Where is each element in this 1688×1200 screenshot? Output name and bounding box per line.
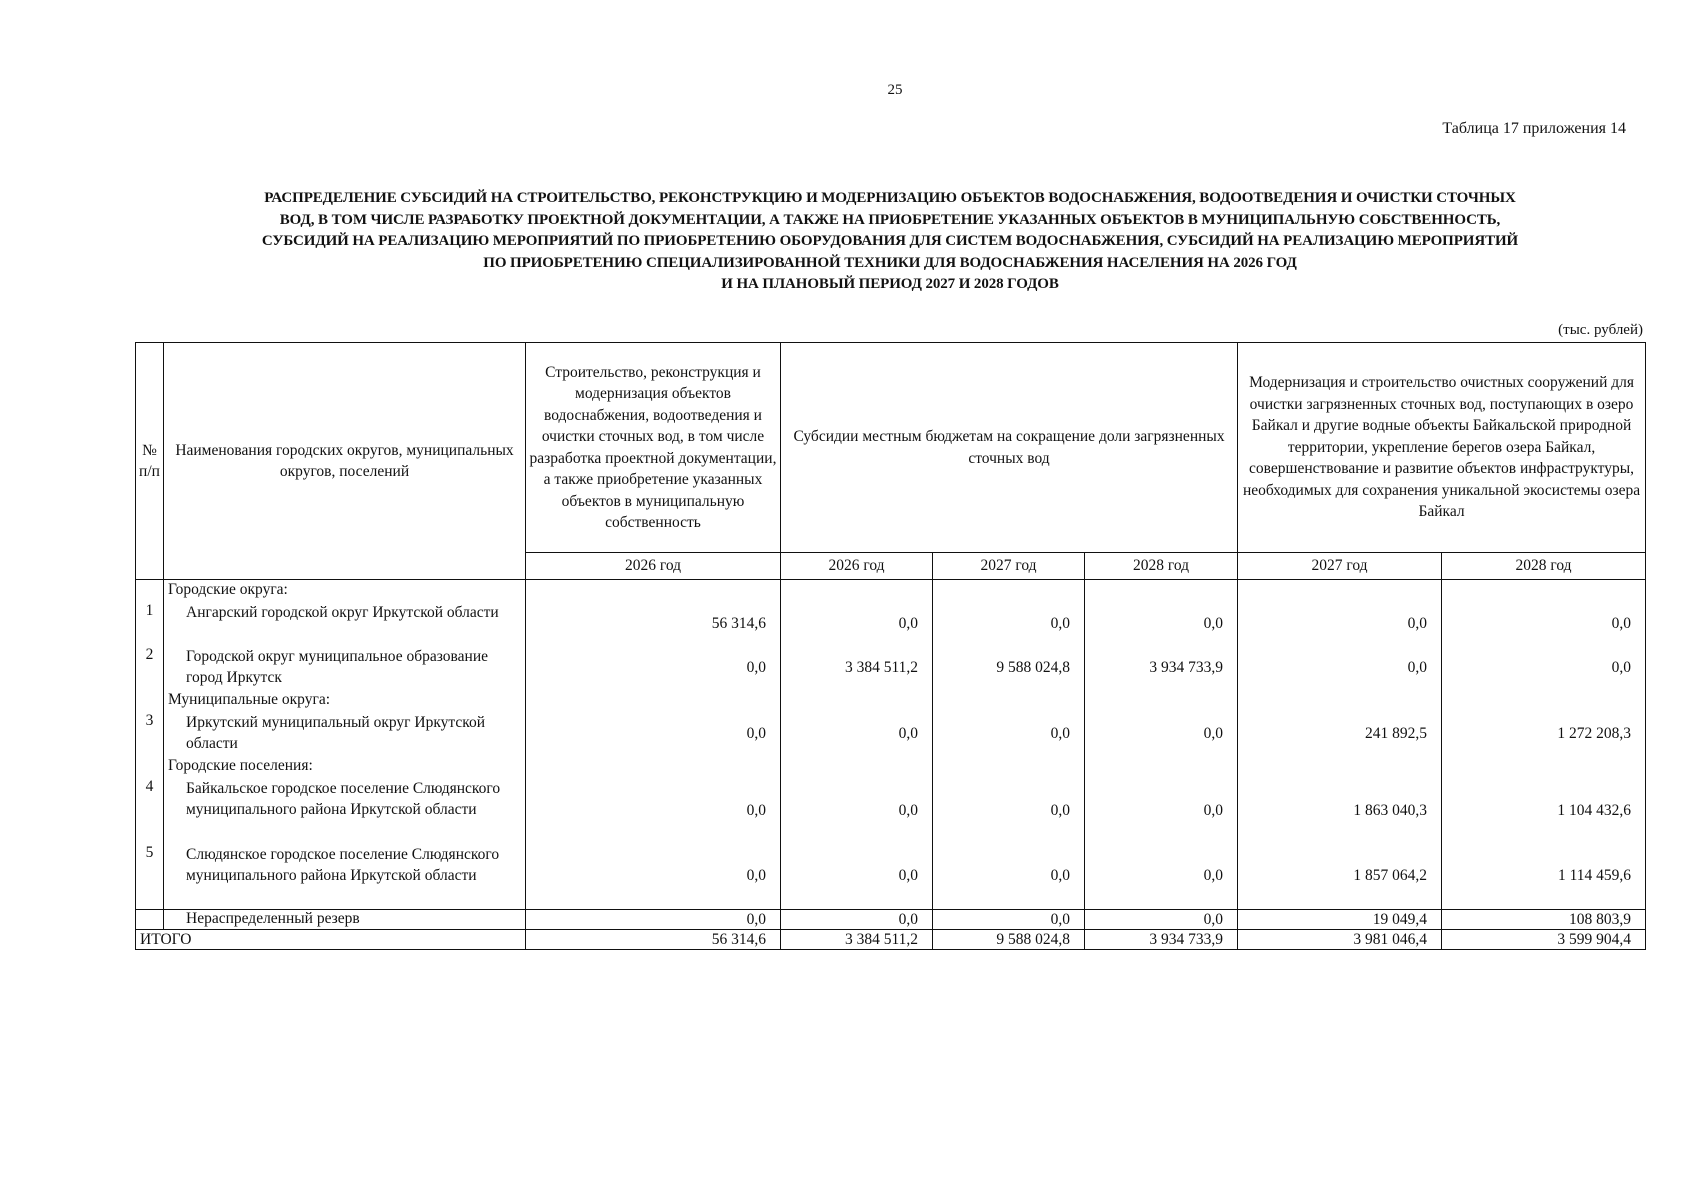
group-label: Муниципальные округа: bbox=[164, 690, 526, 712]
page-number: 25 bbox=[887, 82, 903, 98]
header-baikal-modernization: Модернизация и строительство очистных сооружений для очистки загрязненных сточных вод, поступающих в озеро Байкал и другие водные объекты Байкальской природной территории, укрепление берегов озера Байкал, совершенствование и развитие объектов инфраструктуры, необходимых для сохранения уникальной экосистемы озера Байкал bbox=[1238, 343, 1646, 553]
row-name: Ангарский городской округ Иркутской области bbox=[186, 603, 499, 621]
document-title bbox=[130, 188, 1650, 296]
value-cell: 1 104 432,6 bbox=[1442, 778, 1646, 844]
title-line: ПО ПРИОБРЕТЕНИЮ СПЕЦИАЛИЗИРОВАННОЙ ТЕХНИКИ ДЛЯ ВОДОСНАБЖЕНИЯ НАСЕЛЕНИЯ НА 2026 ГОД bbox=[483, 254, 1297, 271]
row-name: Слюдянское городское поселение Слюдянского муниципального района Иркутской области bbox=[186, 845, 500, 884]
reserve-label: Нераспределенный резерв bbox=[186, 910, 360, 927]
header-name: Наименования городских округов, муниципальных округов, поселений bbox=[164, 343, 526, 580]
value-cell: 0,0 bbox=[781, 778, 933, 844]
header-num: № п/п bbox=[136, 343, 164, 580]
value-cell: 9 588 024,8 bbox=[933, 646, 1085, 690]
value-cell: 56 314,6 bbox=[526, 602, 781, 646]
value-cell: 0,0 bbox=[933, 778, 1085, 844]
value-cell: 0,0 bbox=[1085, 778, 1238, 844]
value-cell: 0,0 bbox=[933, 910, 1085, 930]
row-number: 1 bbox=[136, 602, 164, 646]
value-cell: 1 114 459,6 bbox=[1442, 844, 1646, 910]
value-cell: 0,0 bbox=[781, 910, 933, 930]
group-row bbox=[136, 756, 1646, 778]
subsidy-table bbox=[135, 342, 1646, 950]
year-header: 2028 год bbox=[1442, 553, 1646, 580]
value-cell: 0,0 bbox=[526, 844, 781, 910]
value-cell: 0,0 bbox=[781, 712, 933, 756]
value-cell: 0,0 bbox=[933, 712, 1085, 756]
value-cell: 0,0 bbox=[526, 646, 781, 690]
total-cell: 3 981 046,4 bbox=[1238, 930, 1442, 950]
value-cell: 3 934 733,9 bbox=[1085, 646, 1238, 690]
value-cell: 0,0 bbox=[1442, 602, 1646, 646]
row-name: Городской округ муниципальное образование город Иркутск bbox=[186, 647, 488, 686]
group-label: Городские округа: bbox=[164, 580, 526, 602]
value-cell: 19 049,4 bbox=[1238, 910, 1442, 930]
year-header: 2027 год bbox=[1238, 553, 1442, 580]
row-name: Байкальское городское поселение Слюдянского муниципального района Иркутской области bbox=[186, 779, 501, 818]
value-cell: 0,0 bbox=[526, 910, 781, 930]
row-number: 3 bbox=[136, 712, 164, 756]
year-header: 2028 год bbox=[1085, 553, 1238, 580]
value-cell: 0,0 bbox=[526, 778, 781, 844]
value-cell: 108 803,9 bbox=[1442, 910, 1646, 930]
table-row bbox=[136, 844, 1646, 910]
total-label: ИТОГО bbox=[136, 930, 526, 950]
value-cell: 0,0 bbox=[1238, 646, 1442, 690]
year-header: 2027 год bbox=[933, 553, 1085, 580]
value-cell: 241 892,5 bbox=[1238, 712, 1442, 756]
value-cell: 0,0 bbox=[933, 844, 1085, 910]
units-label: (тыс. рублей) bbox=[1558, 322, 1643, 338]
value-cell: 0,0 bbox=[933, 602, 1085, 646]
total-cell: 3 384 511,2 bbox=[781, 930, 933, 950]
value-cell: 0,0 bbox=[781, 602, 933, 646]
value-cell: 0,0 bbox=[526, 712, 781, 756]
value-cell: 1 857 064,2 bbox=[1238, 844, 1442, 910]
total-cell: 56 314,6 bbox=[526, 930, 781, 950]
table-row bbox=[136, 646, 1646, 690]
value-cell: 0,0 bbox=[1085, 602, 1238, 646]
title-line: И НА ПЛАНОВЫЙ ПЕРИОД 2027 И 2028 ГОДОВ bbox=[721, 276, 1059, 292]
year-header: 2026 год bbox=[781, 553, 933, 580]
value-cell: 0,0 bbox=[1085, 712, 1238, 756]
row-number: 2 bbox=[136, 646, 164, 690]
table-row bbox=[136, 712, 1646, 756]
group-row bbox=[136, 690, 1646, 712]
value-cell: 1 863 040,3 bbox=[1238, 778, 1442, 844]
title-line: РАСПРЕДЕЛЕНИЕ СУБСИДИЙ НА СТРОИТЕЛЬСТВО, РЕКОНСТРУКЦИЮ И МОДЕРНИЗАЦИЮ ОБЪЕКТОВ ВОДОСНАБЖЕНИЯ, ВОДООТВЕДЕНИЯ И ОЧИСТКИ СТОЧНЫХ bbox=[264, 190, 1516, 206]
total-cell: 3 599 904,4 bbox=[1442, 930, 1646, 950]
table-reference: Таблица 17 приложения 14 bbox=[1442, 120, 1626, 137]
total-cell: 9 588 024,8 bbox=[933, 930, 1085, 950]
header-pollution-subsidies: Субсидии местным бюджетам на сокращение доли загрязненных сточных вод bbox=[781, 343, 1238, 553]
group-label: Городские поселения: bbox=[164, 756, 526, 778]
row-number: 5 bbox=[136, 844, 164, 910]
value-cell: 3 384 511,2 bbox=[781, 646, 933, 690]
header-construction: Строительство, реконструкция и модернизация объектов водоснабжения, водоотведения и очистки сточных вод, в том числе разработка проектной документации, а также приобретение указанных объектов в муниципальную собственность bbox=[526, 343, 781, 553]
row-name: Иркутский муниципальный округ Иркутской области bbox=[186, 713, 486, 752]
table-row bbox=[136, 778, 1646, 844]
group-row bbox=[136, 580, 1646, 602]
row-number: 4 bbox=[136, 778, 164, 844]
header-row bbox=[136, 343, 1646, 553]
table-row bbox=[136, 602, 1646, 646]
value-cell: 0,0 bbox=[1085, 844, 1238, 910]
year-header: 2026 год bbox=[526, 553, 781, 580]
value-cell: 0,0 bbox=[1085, 910, 1238, 930]
value-cell: 1 272 208,3 bbox=[1442, 712, 1646, 756]
total-cell: 3 934 733,9 bbox=[1085, 930, 1238, 950]
value-cell: 0,0 bbox=[781, 844, 933, 910]
total-row bbox=[136, 930, 1646, 950]
reserve-row bbox=[136, 910, 1646, 930]
value-cell: 0,0 bbox=[1238, 602, 1442, 646]
title-line: СУБСИДИЙ НА РЕАЛИЗАЦИЮ МЕРОПРИЯТИЙ ПО ПРИОБРЕТЕНИЮ ОБОРУДОВАНИЯ ДЛЯ СИСТЕМ ВОДОСНАБЖЕНИЯ, СУБСИДИЙ НА РЕАЛИЗАЦИЮ МЕРОПРИЯТИЙ bbox=[261, 233, 1519, 249]
value-cell: 0,0 bbox=[1442, 646, 1646, 690]
title-line: ВОД, В ТОМ ЧИСЛЕ РАЗРАБОТКУ ПРОЕКТНОЙ ДОКУМЕНТАЦИИ, А ТАКЖЕ НА ПРИОБРЕТЕНИЕ УКАЗАННЫХ ОБЪЕКТОВ В МУНИЦИПАЛЬНУЮ СОБСТВЕННОСТЬ, bbox=[279, 211, 1501, 228]
